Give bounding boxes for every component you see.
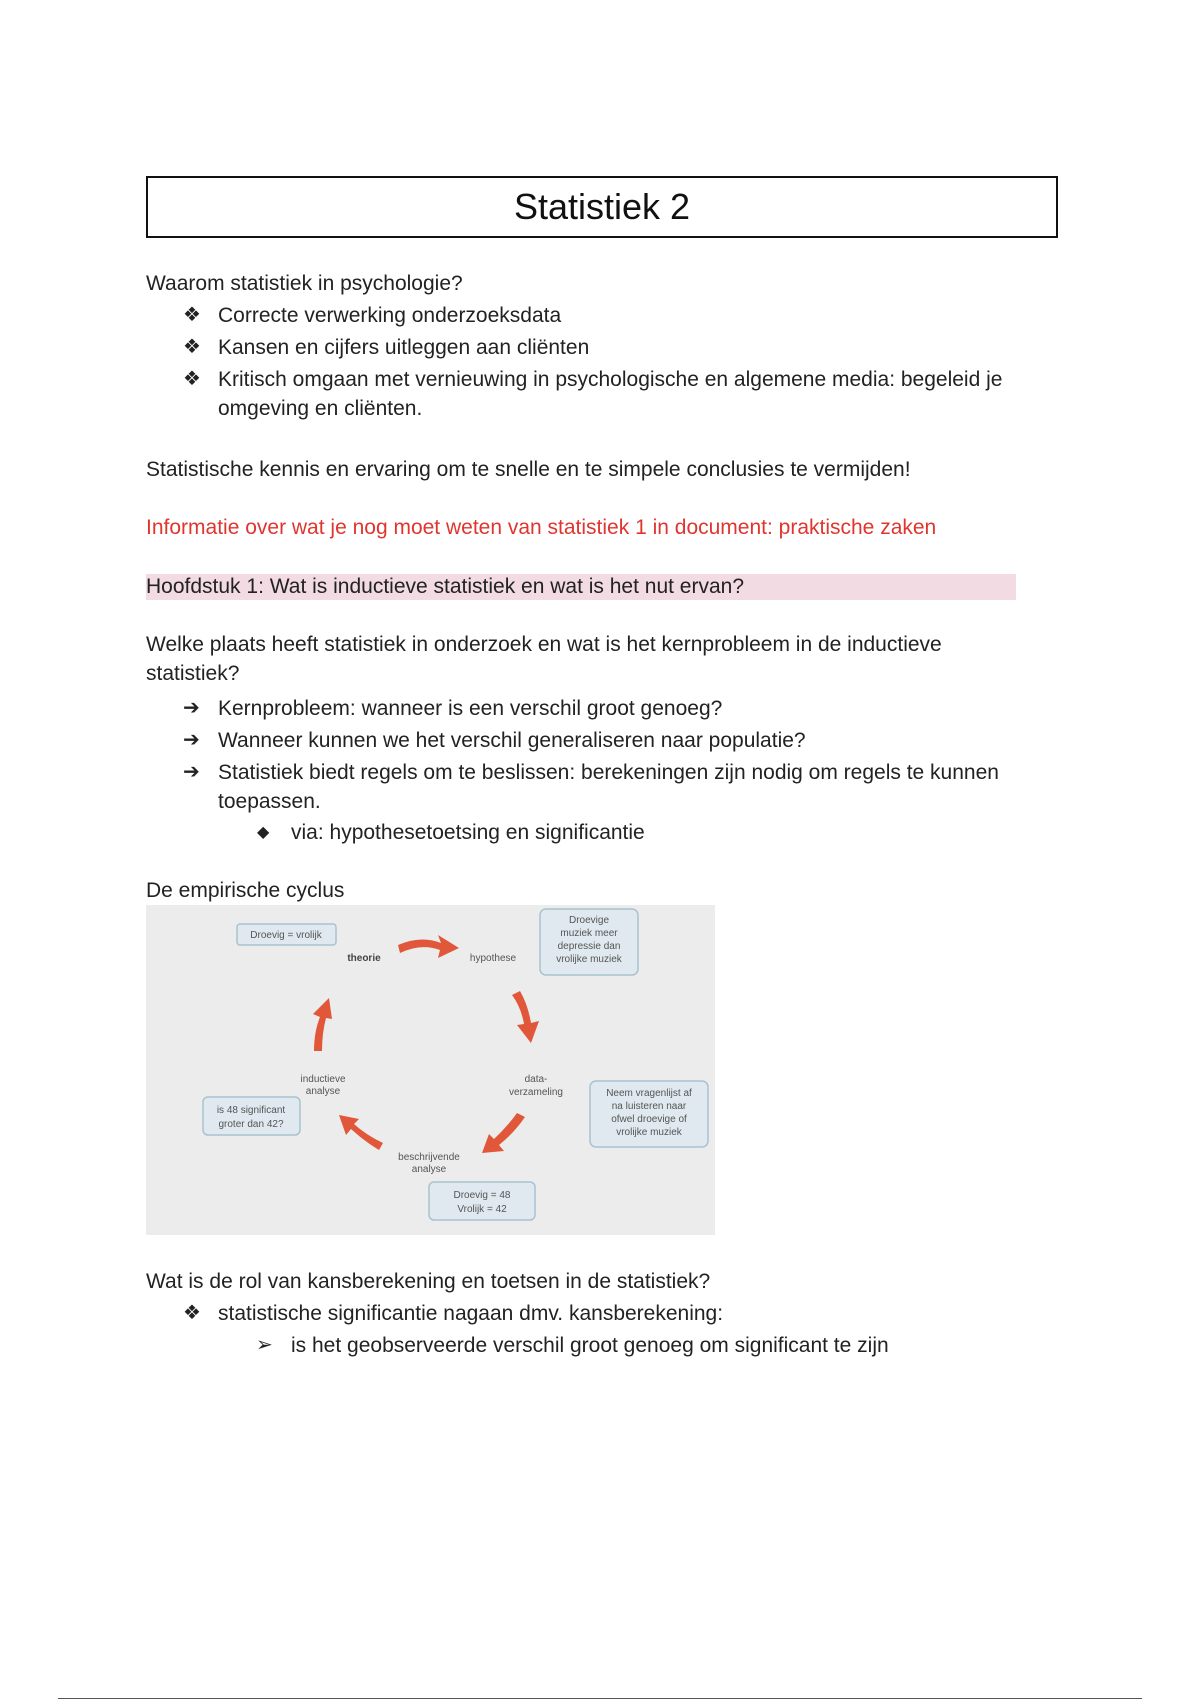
why-question: Waarom statistiek in psychologie? bbox=[146, 272, 463, 295]
example-box-dataverzameling bbox=[590, 1081, 708, 1147]
example-box-hypothese bbox=[540, 909, 638, 975]
svg-text:vrolijke muziek: vrolijke muziek bbox=[616, 1127, 682, 1138]
stage-label-data-line2: verzameling bbox=[509, 1087, 563, 1098]
example-box-inductieve bbox=[203, 1097, 300, 1135]
why-bullet-1: Correcte verwerking onderzoeksdata bbox=[218, 304, 562, 327]
page-title: Statistiek 2 bbox=[146, 176, 1058, 238]
svg-text:Droevig = 48: Droevig = 48 bbox=[453, 1190, 511, 1201]
stage-label-beschrijvende-line2: analyse bbox=[411, 1164, 447, 1175]
place-arrow-2: Wanneer kunnen we het verschil generaliseren naar populatie? bbox=[218, 729, 806, 752]
role-sub: is het geobserveerde verschil groot genoeg om significant te zijn bbox=[291, 1334, 889, 1357]
diamond4-bullet-icon: ❖ bbox=[183, 368, 201, 390]
why-bullet-3: Kritisch omgaan met vernieuwing in psychologische en algemene media: begeleid je omgeving en cliënten. bbox=[218, 368, 1003, 420]
place-question: Welke plaats heeft statistiek in onderzoek en wat is het kernprobleem in de inductieve statistiek? bbox=[146, 633, 942, 685]
svg-text:is 48 significant: is 48 significant bbox=[216, 1105, 286, 1116]
svg-text:Neem vragenlijst af: Neem vragenlijst af bbox=[606, 1088, 692, 1099]
stage-label-hypothese: hypothese bbox=[469, 953, 517, 964]
svg-text:na luisteren naar: na luisteren naar bbox=[611, 1101, 687, 1112]
chapter-heading: Hoofdstuk 1: Wat is inductieve statistiek en wat is het nut ervan? bbox=[146, 575, 745, 598]
place-arrow-3: Statistiek biedt regels om te beslissen: berekeningen zijn nodig om regels te kunnen toepassen. bbox=[218, 761, 999, 813]
arrow-bullet-icon: ➔ bbox=[183, 697, 200, 719]
diamond-bullet-icon: ◆ bbox=[257, 824, 270, 841]
empirical-cycle-diagram bbox=[146, 905, 715, 1235]
svg-text:Vrolijk = 42: Vrolijk = 42 bbox=[457, 1204, 507, 1215]
svg-text:muziek meer: muziek meer bbox=[560, 928, 618, 939]
svg-text:groter dan 42?: groter dan 42? bbox=[218, 1119, 284, 1130]
diamond4-bullet-icon: ❖ bbox=[183, 336, 201, 358]
why-bullet-2: Kansen en cijfers uitleggen aan cliënten bbox=[218, 336, 590, 359]
arrow-bullet-icon: ➔ bbox=[183, 761, 200, 783]
example-box-beschrijvende bbox=[429, 1182, 535, 1220]
footer-rule bbox=[58, 1698, 1142, 1699]
stage-label-beschrijvende-line1: beschrijvende bbox=[398, 1152, 460, 1163]
place-arrow-1: Kernprobleem: wanneer is een verschil groot genoeg? bbox=[218, 697, 723, 720]
diamond4-bullet-icon: ❖ bbox=[183, 1302, 201, 1324]
knowledge-line: Statistische kennis en ervaring om te snelle en te simpele conclusies te vermijden! bbox=[146, 458, 911, 481]
role-question: Wat is de rol van kansberekening en toetsen in de statistiek? bbox=[146, 1270, 711, 1293]
diamond4-bullet-icon: ❖ bbox=[183, 304, 201, 326]
example-box-theorie bbox=[237, 924, 336, 945]
info-note: Informatie over wat je nog moet weten van statistiek 1 in document: praktische zaken bbox=[146, 516, 937, 539]
svg-text:ofwel droevige of: ofwel droevige of bbox=[611, 1114, 687, 1125]
stage-label-inductieve-line2: analyse bbox=[305, 1086, 341, 1097]
svg-text:depressie dan: depressie dan bbox=[557, 941, 621, 952]
arrowhead-bullet-icon: ➢ bbox=[256, 1334, 273, 1356]
svg-text:Droevig = vrolijk: Droevig = vrolijk bbox=[250, 930, 322, 941]
stage-label-inductieve-line1: inductieve bbox=[300, 1074, 346, 1085]
arrow-bullet-icon: ➔ bbox=[183, 729, 200, 751]
cycle-heading: De empirische cyclus bbox=[146, 879, 345, 902]
stage-label-theorie: theorie bbox=[347, 953, 381, 964]
place-sub: via: hypothesetoetsing en significantie bbox=[291, 821, 645, 844]
svg-text:vrolijke muziek: vrolijke muziek bbox=[556, 954, 622, 965]
stage-label-data-line1: data- bbox=[524, 1074, 548, 1085]
svg-text:Droevige: Droevige bbox=[568, 915, 610, 926]
role-bullet: statistische significantie nagaan dmv. kansberekening: bbox=[218, 1302, 724, 1325]
